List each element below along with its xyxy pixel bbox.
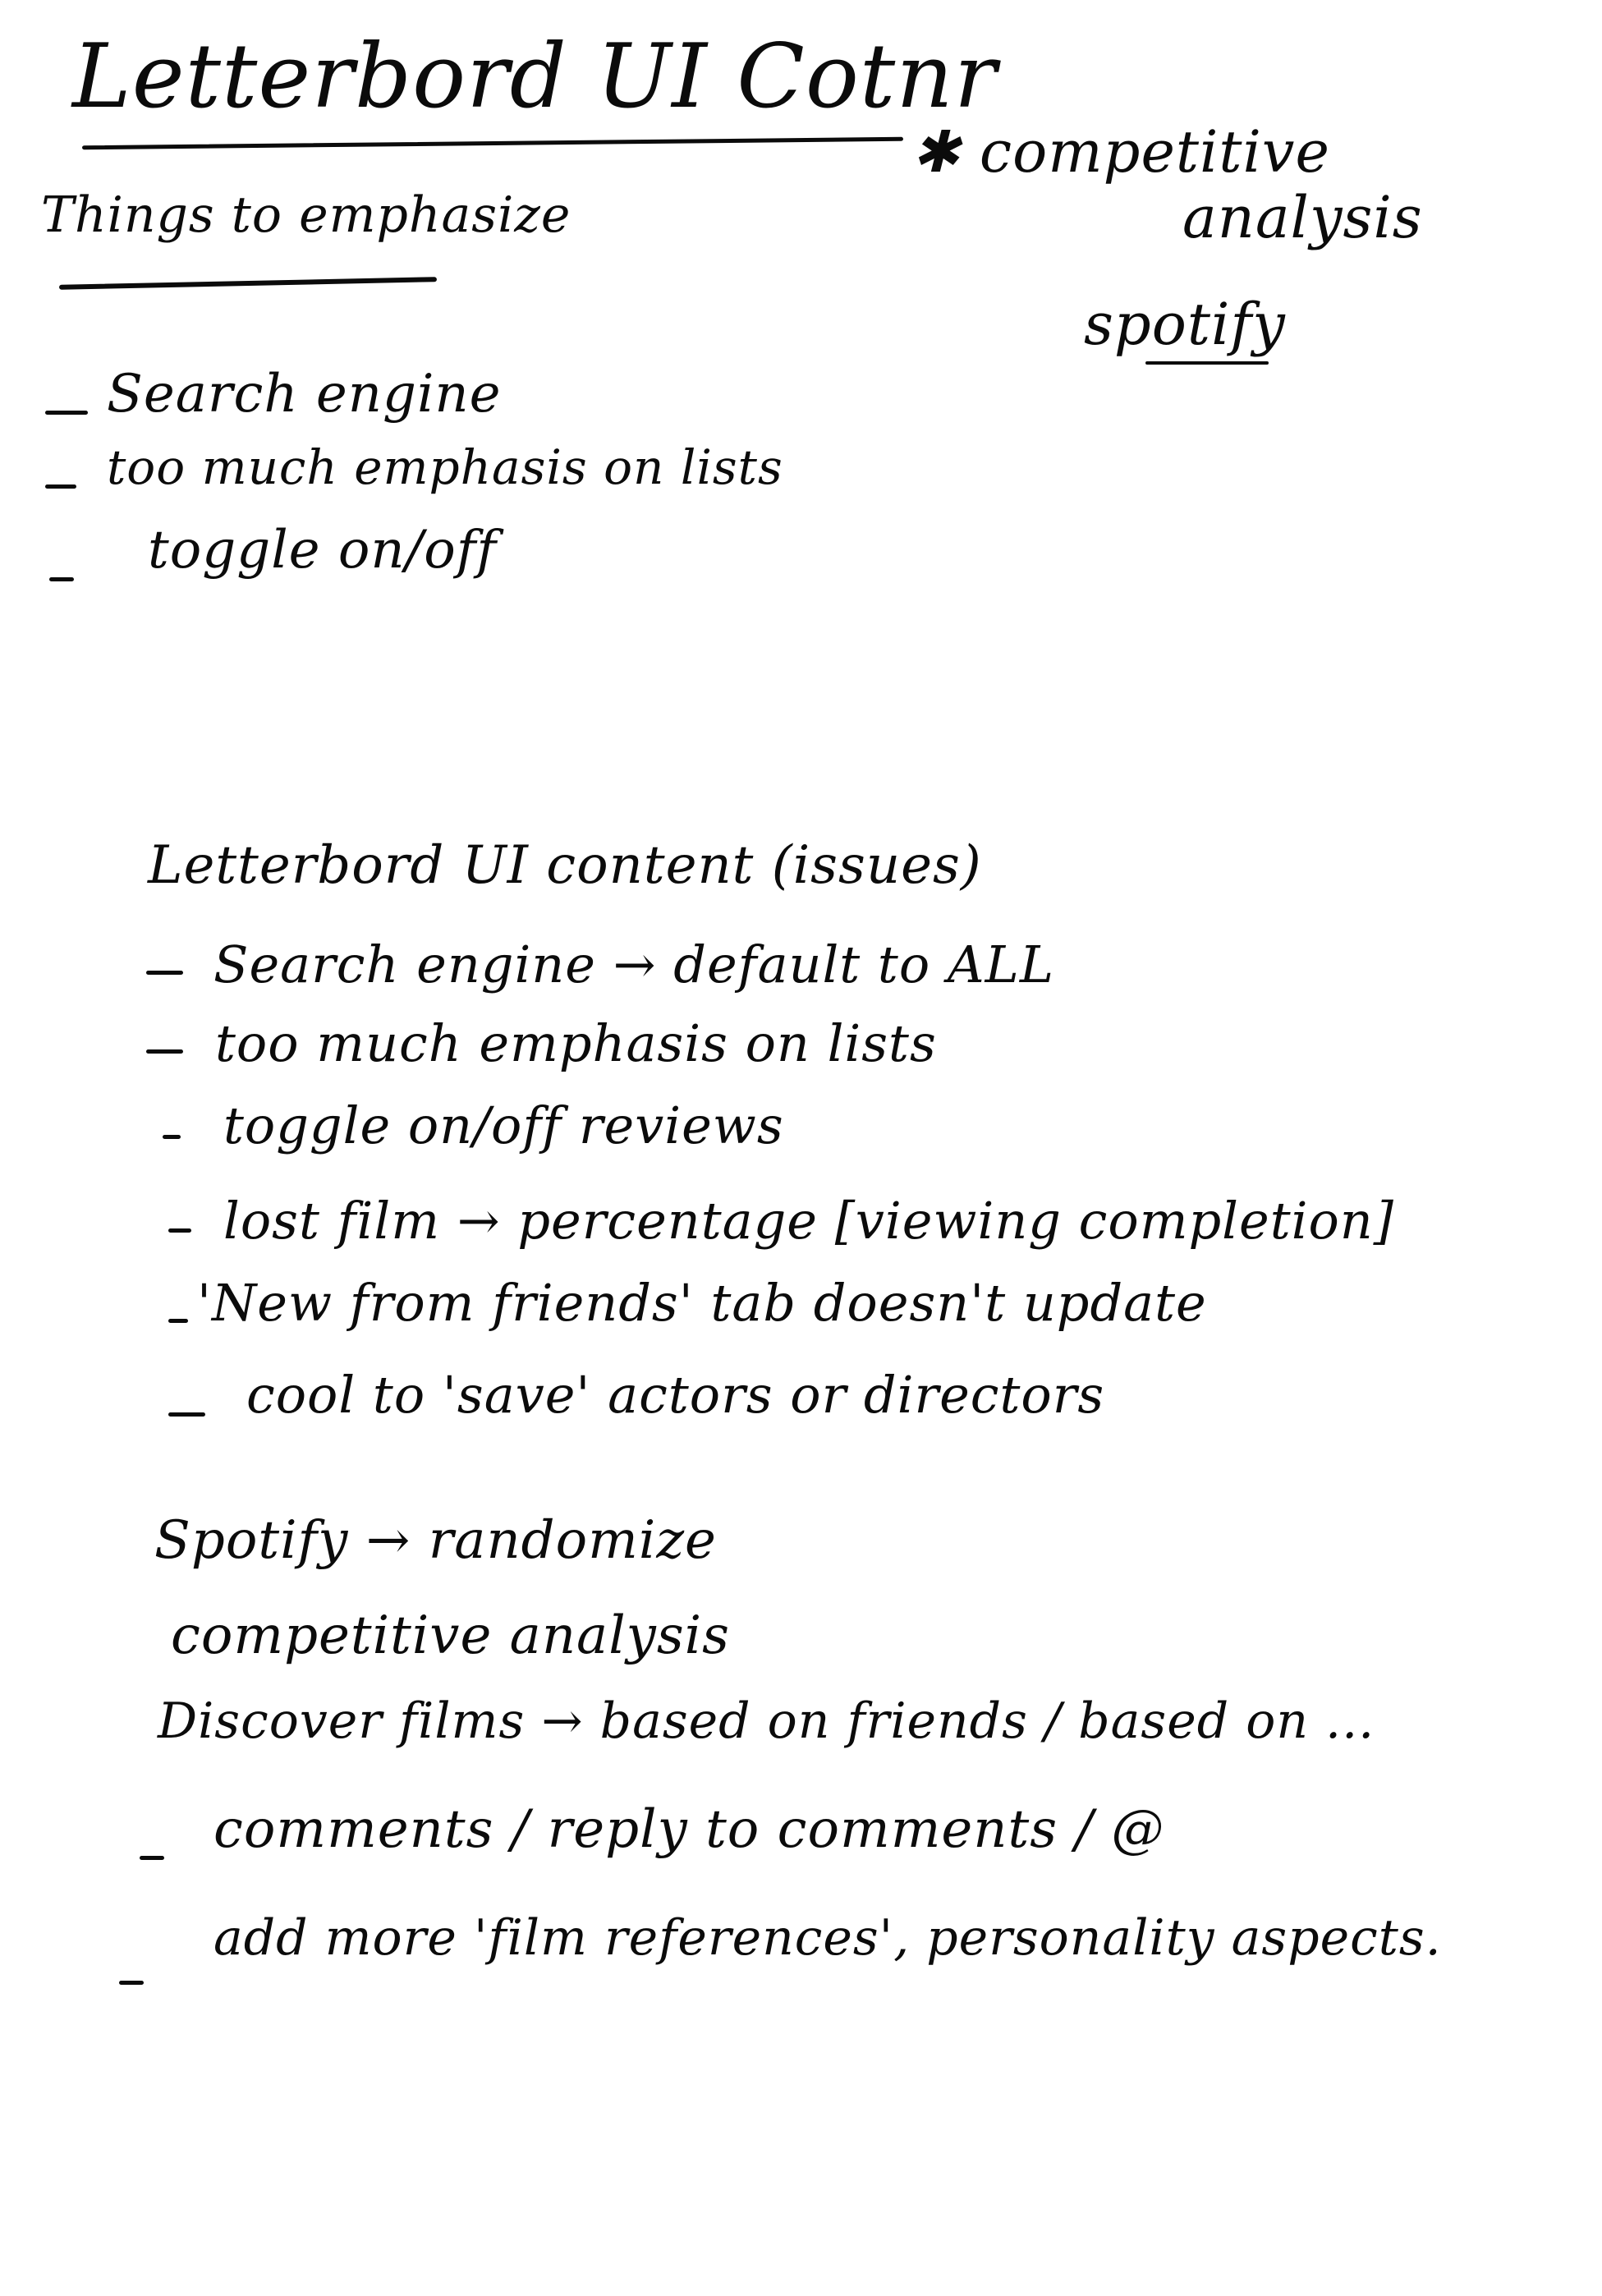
emphasis-heading: Things to emphasize [41, 186, 571, 244]
emphasis-item: toggle on/off [148, 520, 498, 581]
dash [168, 1319, 188, 1323]
title-underline [82, 137, 903, 149]
side-note-competitive: ✱ competitive [911, 118, 1330, 186]
note-competitive: competitive analysis [171, 1605, 730, 1666]
emphasis-item: Search engine [107, 364, 502, 425]
note-spotify: Spotify → randomize [154, 1510, 717, 1571]
spotify-underline [1145, 361, 1269, 365]
note-discover: Discover films → based on friends / based on ... [158, 1692, 1375, 1750]
dash [49, 577, 74, 581]
note-item: comments / reply to comments / @ [213, 1799, 1165, 1860]
dash [146, 971, 183, 975]
dash [168, 1412, 205, 1417]
note-item: add more 'film references', personality aspects. [213, 1909, 1442, 1967]
side-note-analysis: analysis [1182, 184, 1423, 251]
dash [168, 1228, 191, 1233]
emphasis-item: too much emphasis on lists [107, 439, 783, 495]
issue-item: toggle on/off reviews [223, 1095, 784, 1155]
dash [45, 484, 76, 489]
issue-item: too much emphasis on lists [215, 1013, 937, 1073]
dash [45, 411, 88, 415]
dash [119, 1981, 144, 1985]
emphasis-underline [59, 277, 437, 290]
page-title: Letterbord UI Cotnr [72, 25, 998, 128]
dash [140, 1856, 164, 1860]
dash [146, 1049, 183, 1054]
issue-item: Search engine → default to ALL [213, 934, 1054, 994]
issue-item: 'New from friends' tab doesn't update [197, 1273, 1207, 1333]
issue-item: cool to 'save' actors or directors [246, 1365, 1105, 1425]
dash [163, 1135, 181, 1139]
issues-heading: Letterbord UI content (issues) [148, 835, 982, 896]
side-note-spotify: spotify [1084, 291, 1286, 358]
issue-item: lost film → percentage [viewing completion] [223, 1191, 1394, 1251]
